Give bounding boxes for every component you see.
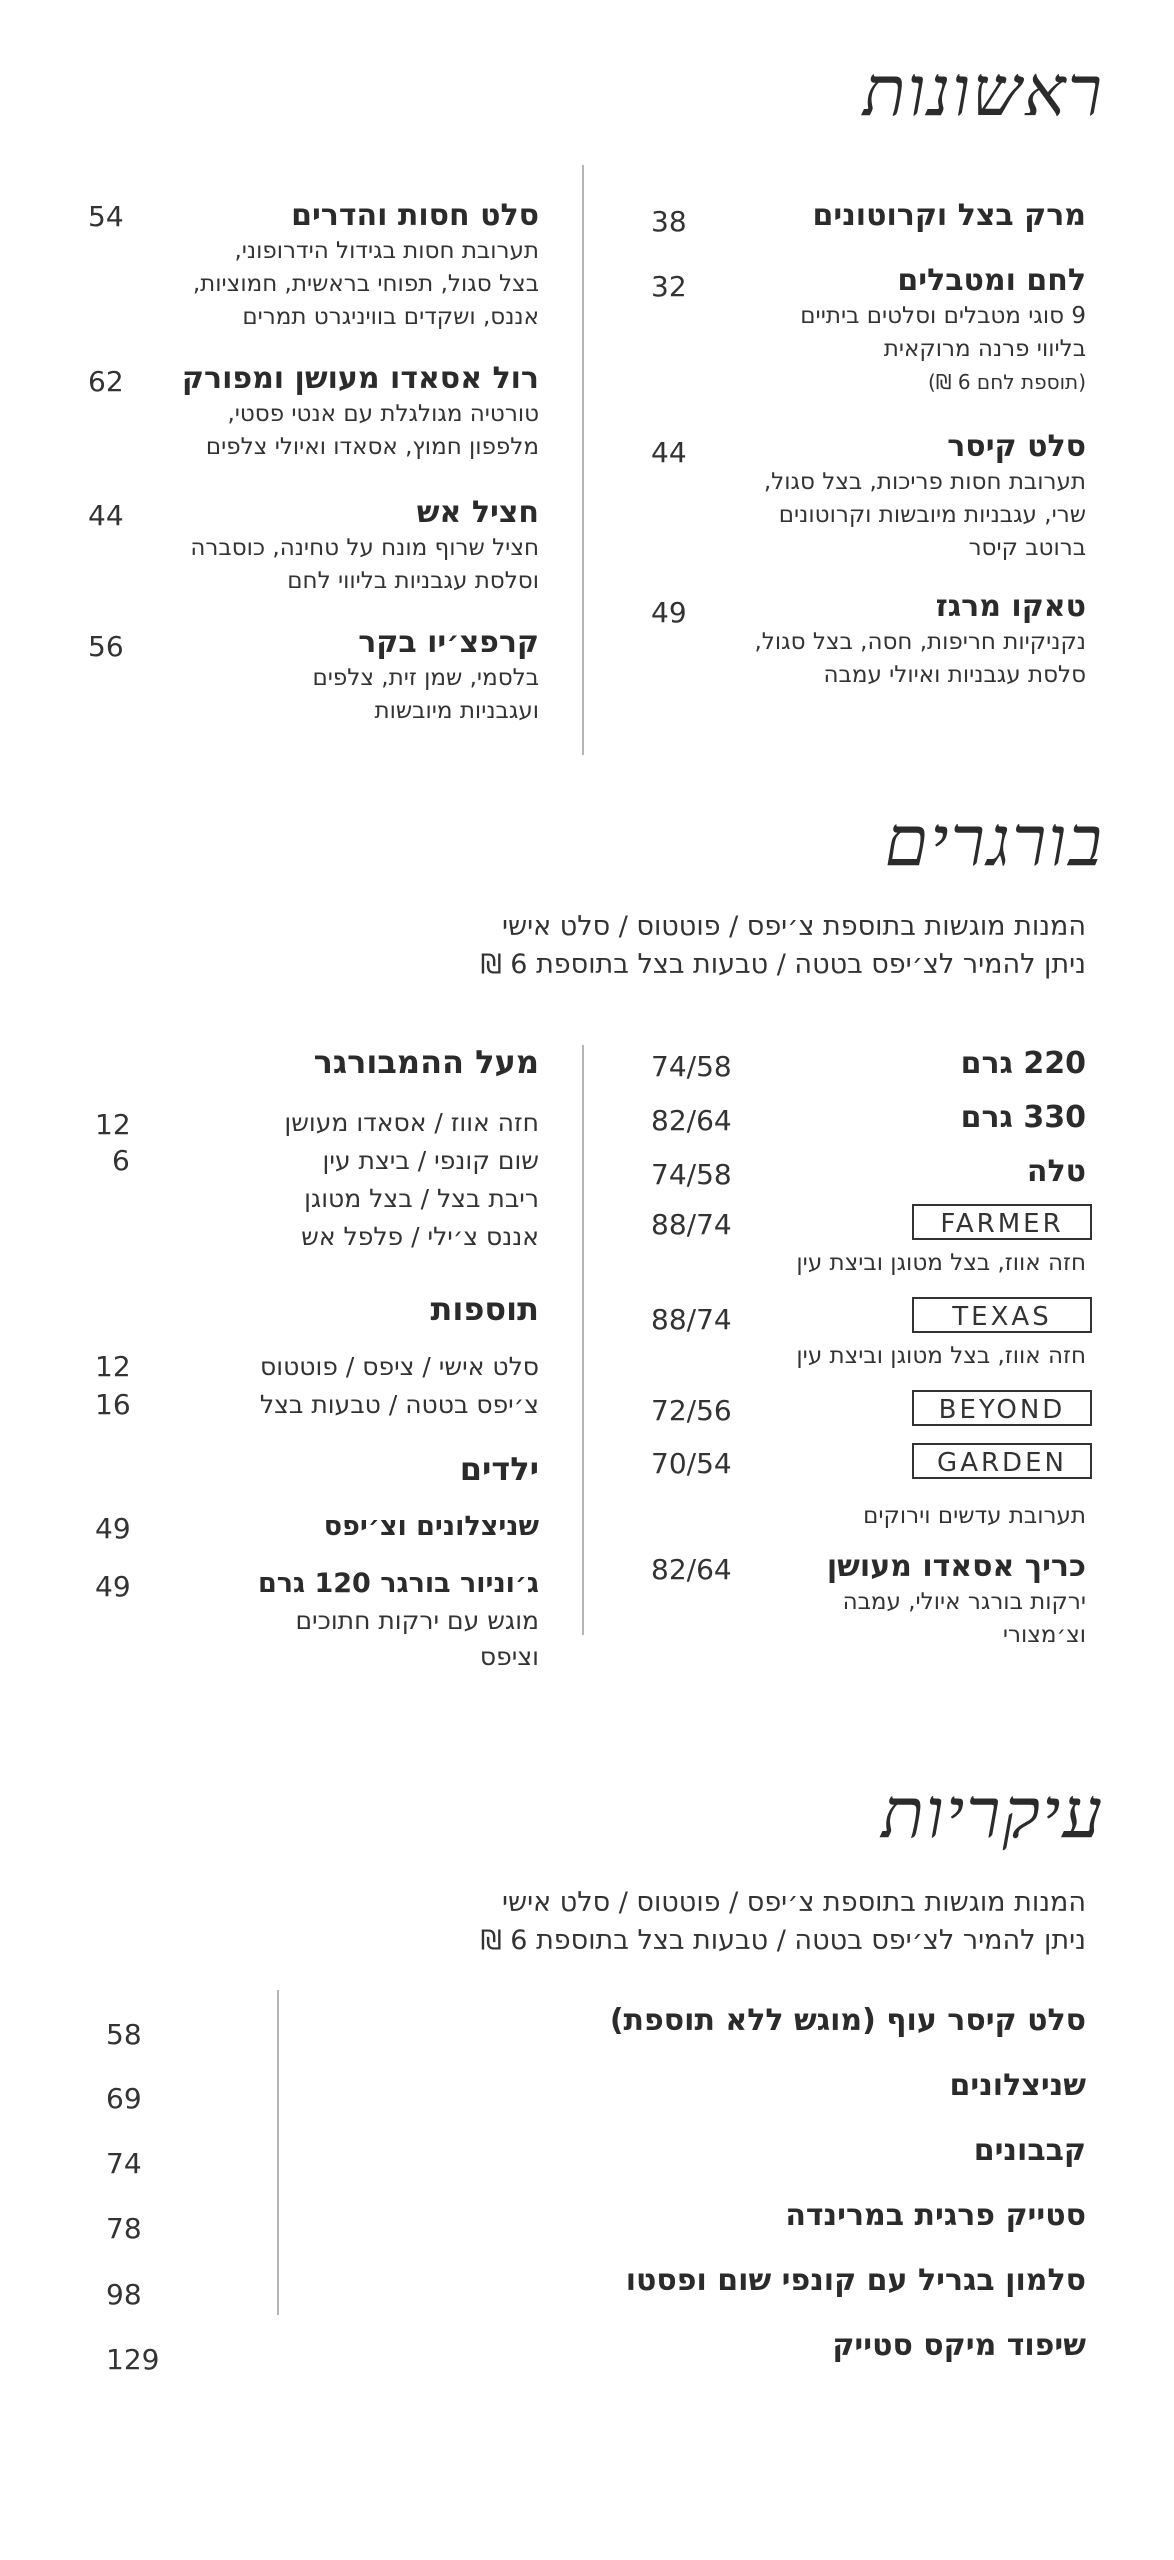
- item-price: 32: [651, 270, 687, 303]
- item-desc: בליווי פרנה מרוקאית: [883, 336, 1086, 362]
- item-price: 70/54: [651, 1447, 732, 1480]
- item-desc: חציל שרוף מונח על טחינה, כוסברה: [190, 535, 539, 561]
- item-price: 82/64: [651, 1553, 732, 1586]
- item-desc: סלסת עגבניות ואיולי עמבה: [823, 662, 1086, 688]
- burger-size: טלה: [1026, 1154, 1086, 1189]
- burgers-note: המנות מוגשות בתוספת צ׳יפס / פוטטוס / סלט אישי: [501, 911, 1086, 942]
- item-price: 49: [651, 596, 687, 629]
- item-desc: חזה אווז, בצל מטוגן וביצת עין: [796, 1250, 1086, 1276]
- burger-size: 330 גרם: [960, 1100, 1086, 1135]
- item-desc: אננס, ושקדים בוויניגרט תמרים: [242, 304, 539, 330]
- main-item: סלט קיסר עוף (מוגש ללא תוספת): [609, 2003, 1086, 2038]
- main-item: שניצלונים: [949, 2068, 1086, 2103]
- item-desc: וסלסת עגבניות בליווי לחם: [287, 568, 539, 594]
- item-price: 98: [106, 2278, 142, 2311]
- item-price: 88/74: [651, 1208, 732, 1241]
- item-desc: וציפס: [479, 1642, 539, 1671]
- burger-size: 220 גרם: [960, 1046, 1086, 1081]
- mains-title: עיקריות: [881, 1772, 1104, 1854]
- side-row: צ׳יפס בטטה / טבעות בצל: [259, 1390, 539, 1419]
- item-desc: חזה אווז, בצל מטוגן וביצת עין: [796, 1343, 1086, 1369]
- texas-label: TEXAS: [912, 1297, 1092, 1333]
- item-name: מרק בצל וקרוטונים: [812, 198, 1086, 233]
- item-price: 62: [88, 365, 124, 398]
- item-price: 12: [95, 1350, 131, 1383]
- column-divider: [277, 1990, 279, 2315]
- item-desc: בלסמי, שמן זית, צלפים: [312, 665, 539, 691]
- menu-item: [119, 360, 539, 464]
- item-desc: נקניקיות חריפות, חסה, בצל סגול,: [754, 629, 1086, 655]
- garden-label: GARDEN: [912, 1443, 1092, 1479]
- menu-item: [139, 1565, 539, 1675]
- mains-note: המנות מוגשות בתוספת צ׳יפס / פוטטוס / סלט אישי: [501, 1887, 1086, 1918]
- item-name: לחם ומטבלים: [897, 263, 1086, 298]
- item-price: 49: [95, 1512, 131, 1545]
- upgrade-heading: מעל ההמבורגר: [313, 1043, 539, 1081]
- item-price: 72/56: [651, 1394, 732, 1427]
- item-desc: מוגש עם ירקות חתוכים: [295, 1606, 539, 1635]
- item-desc: ברוטב קיסר: [968, 535, 1086, 561]
- upgrade-row: חזה אווז / אסאדו מעושן: [284, 1108, 539, 1137]
- farmer-label: FARMER: [912, 1204, 1092, 1240]
- item-name: רול אסאדו מעושן ומפורק: [181, 361, 539, 396]
- item-price: 16: [95, 1388, 131, 1421]
- sides-heading: תוספות: [430, 1290, 539, 1328]
- item-price: 129: [106, 2343, 160, 2376]
- item-name: סלט חסות והדרים: [291, 198, 539, 233]
- menu-item: [119, 197, 539, 334]
- menu-item: [119, 624, 539, 728]
- item-price: 54: [88, 200, 124, 233]
- item-desc: מלפפון חמוץ, אסאדו ואיולי צלפים: [205, 434, 539, 460]
- item-desc: תערובת חסות פריכות, בצל סגול,: [763, 469, 1086, 495]
- beyond-label: BEYOND: [912, 1390, 1092, 1426]
- item-price: 38: [651, 205, 687, 238]
- column-divider: [582, 165, 584, 755]
- item-price: 74/58: [651, 1158, 732, 1191]
- item-price: 12: [95, 1108, 131, 1141]
- item-desc: בצל סגול, תפוחי בראשית, חמוציות,: [192, 271, 539, 297]
- item-name: כריך אסאדו מעושן: [826, 1549, 1086, 1584]
- item-price: 6: [112, 1144, 130, 1177]
- item-note: (תוספת לחם 6 ₪): [927, 370, 1086, 394]
- upgrade-row: שום קונפי / ביצת עין: [322, 1146, 539, 1175]
- starters-title: ראשונות: [862, 50, 1104, 132]
- column-divider: [582, 1045, 584, 1635]
- main-item: סלמון בגריל עם קונפי שום ופסטו: [625, 2263, 1086, 2298]
- item-desc: וצ׳מצורי: [1002, 1622, 1086, 1648]
- menu-item: [119, 494, 539, 598]
- item-desc: 9 סוגי מטבלים וסלטים ביתיים: [800, 303, 1086, 329]
- item-desc: ועגבניות מיובשות: [374, 698, 539, 724]
- kids-item: שניצלונים וצ׳יפס: [323, 1511, 539, 1542]
- item-price: 58: [106, 2018, 142, 2051]
- main-item: סטייק פרגית במרינדה: [785, 2198, 1086, 2233]
- side-row: סלט אישי / ציפס / פוטטוס: [260, 1352, 539, 1381]
- item-desc: ירקות בורגר איולי, עמבה: [842, 1589, 1086, 1615]
- kids-heading: ילדים: [459, 1450, 539, 1488]
- upgrade-row: ריבת בצל / בצל מטוגן: [304, 1184, 539, 1213]
- kids-item: ג׳וניור בורגר 120 גרם: [257, 1568, 539, 1599]
- item-price: 44: [651, 436, 687, 469]
- upgrade-row: אננס צ׳ילי / פלפל אש: [301, 1222, 539, 1251]
- main-item: קבבונים: [973, 2133, 1086, 2168]
- item-desc: שרי, עגבניות מיובשות וקרוטונים: [778, 502, 1086, 528]
- item-name: חציל אש: [416, 495, 539, 530]
- item-name: קרפצ׳יו בקר: [358, 625, 539, 660]
- item-desc: תערובת עדשים וירוקים: [863, 1503, 1086, 1529]
- mains-note: ניתן להמיר לצ׳יפס בטטה / טבעות בצל בתוספת 6 ₪: [480, 1925, 1086, 1956]
- main-item: שיפוד מיקס סטייק: [832, 2328, 1086, 2363]
- item-price: 74/58: [651, 1050, 732, 1083]
- item-price: 44: [88, 499, 124, 532]
- item-price: 78: [106, 2212, 142, 2245]
- item-desc: תערובת חסות בגידול הידרופוני,: [234, 238, 539, 264]
- item-price: 69: [106, 2082, 142, 2115]
- burgers-title: בורגרים: [884, 800, 1104, 882]
- item-name: סלט קיסר: [947, 429, 1086, 464]
- item-price: 49: [95, 1570, 131, 1603]
- burgers-note: ניתן להמיר לצ׳יפס בטטה / טבעות בצל בתוספת 6 ₪: [480, 949, 1086, 980]
- item-price: 88/74: [651, 1303, 732, 1336]
- item-price: 74: [106, 2147, 142, 2180]
- item-name: טאקו מרגז: [935, 589, 1086, 624]
- item-desc: טורטיה מגולגלת עם אנטי פסטי,: [227, 401, 539, 427]
- item-price: 56: [88, 630, 124, 663]
- item-price: 82/64: [651, 1104, 732, 1137]
